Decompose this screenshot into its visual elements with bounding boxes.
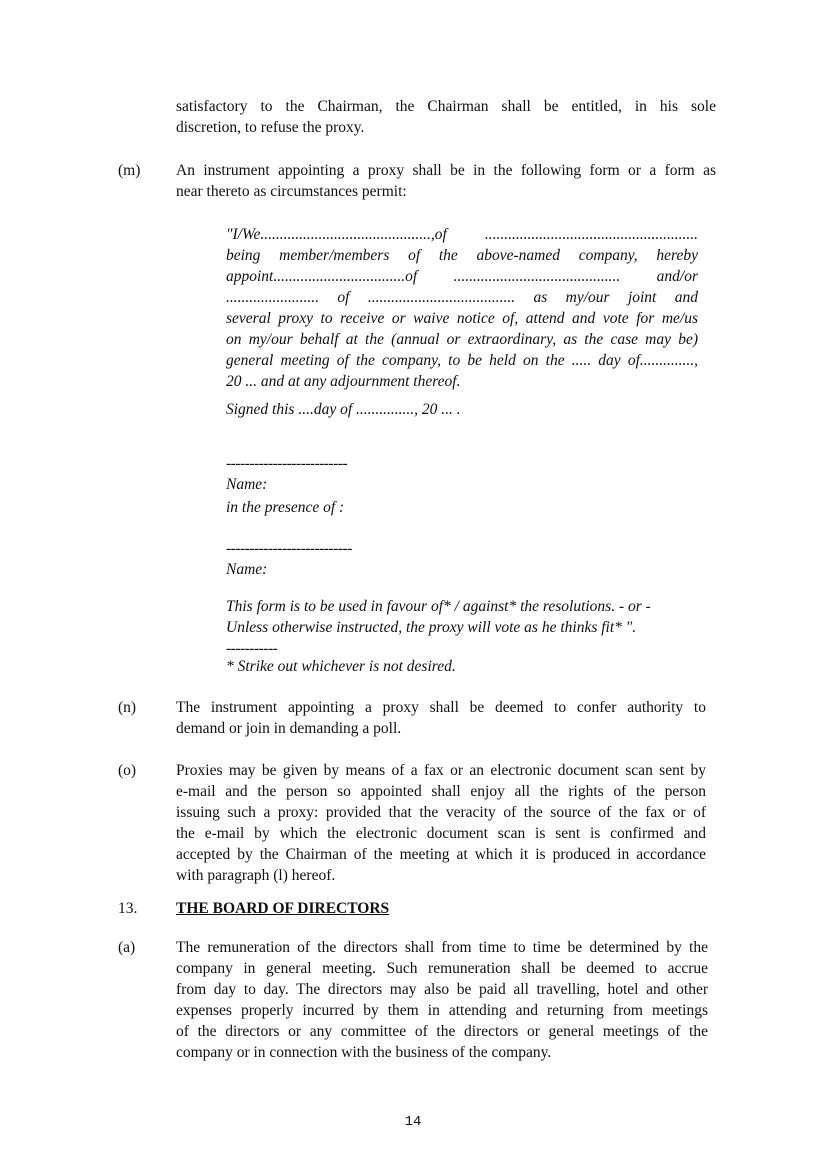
clause-m-label: (m) <box>118 162 141 179</box>
signature-line-2: --------------------------- <box>226 540 352 557</box>
clause-o-line-4: the e-mail by which the electronic document scan is sent is confirmed and <box>176 825 706 842</box>
presence-label: in the presence of : <box>226 499 345 516</box>
clause-a-line-5: of the directors or any committee of the directors or general meetings of the <box>176 1023 708 1040</box>
page-number: 14 <box>404 1114 422 1130</box>
proxy-form <box>226 224 698 392</box>
proxy-form-line-2: being member/members of the above-named company, hereby <box>226 247 698 264</box>
clause-m-line-2: near thereto as circumstances permit: <box>176 183 407 200</box>
clause-m-line-1: An instrument appointing a proxy shall be in the following form or a form as <box>176 162 716 179</box>
proxy-form-line-6: on my/our behalf at the (annual or extraordinary, as the case may be) <box>226 331 698 348</box>
clause-n-line-2: demand or join in demanding a poll. <box>176 720 402 737</box>
clause-n-label: (n) <box>118 699 137 716</box>
clause-a-label: (a) <box>118 939 136 956</box>
intro-paragraph <box>176 96 716 138</box>
name-label-2: Name: <box>226 561 268 578</box>
section-number: 13. <box>118 900 138 917</box>
clause-o-line-2: e-mail and the person so appointed shall enjoy all the rights of the person <box>176 783 706 800</box>
clause-o-line-1: Proxies may be given by means of a fax or an electronic document scan sent by <box>176 762 706 779</box>
clause-o-line-3: issuing such a proxy: provided that the veracity of the source of the fax or of <box>176 804 706 821</box>
clause-n-paragraph <box>176 697 706 739</box>
clause-o-line-6: with paragraph (l) hereof. <box>176 867 336 884</box>
clause-a-line-4: expenses properly incurred by them in attending and returning from meetings <box>176 1002 708 1019</box>
proxy-form-line-7: general meeting of the company, to be held on the ..... day of.............., <box>226 352 698 369</box>
footnote-rule: ----------- <box>226 640 278 657</box>
clause-n-line-1: The instrument appointing a proxy shall be deemed to confer authority to <box>176 699 706 716</box>
proxy-form-line-4: ........................ of ...................................... as my/our joint and <box>226 289 698 306</box>
signed-line: Signed this ....day of ..............., 20 ... . <box>226 401 461 418</box>
clause-a-paragraph <box>176 937 708 1063</box>
clause-a-line-3: from day to day. The directors may also be paid all travelling, hotel and other <box>176 981 708 998</box>
section-title: THE BOARD OF DIRECTORS <box>176 900 390 917</box>
proxy-form-line-1: "I/We............................................,of ....................................................... <box>226 226 698 243</box>
proxy-form-line-8: 20 ... and at any adjournment thereof. <box>226 373 461 390</box>
footnote: * Strike out whichever is not desired. <box>226 658 456 675</box>
usage-note <box>226 596 698 638</box>
proxy-form-line-3: appoint..................................of ........................................... and/or <box>226 268 698 285</box>
proxy-form-line-5: several proxy to receive or waive notice of, attend and vote for me/us <box>226 310 698 327</box>
clause-m-paragraph <box>176 160 716 202</box>
clause-a-line-6: company or in connection with the business of the company. <box>176 1044 552 1061</box>
intro-line-1: satisfactory to the Chairman, the Chairman shall be entitled, in his sole <box>176 98 716 115</box>
clause-o-label: (o) <box>118 762 137 779</box>
clause-o-paragraph <box>176 760 706 886</box>
usage-line-1: This form is to be used in favour of* / against* the resolutions. - or - <box>226 598 651 615</box>
signature-line-1: -------------------------- <box>226 455 348 472</box>
clause-a-line-1: The remuneration of the directors shall from time to time be determined by the <box>176 939 708 956</box>
intro-line-2: discretion, to refuse the proxy. <box>176 119 365 136</box>
usage-line-2: Unless otherwise instructed, the proxy will vote as he thinks fit* ". <box>226 619 637 636</box>
clause-a-line-2: company in general meeting. Such remuneration shall be deemed to accrue <box>176 960 708 977</box>
name-label-1: Name: <box>226 476 268 493</box>
clause-o-line-5: accepted by the Chairman of the meeting at which it is produced in accordance <box>176 846 706 863</box>
